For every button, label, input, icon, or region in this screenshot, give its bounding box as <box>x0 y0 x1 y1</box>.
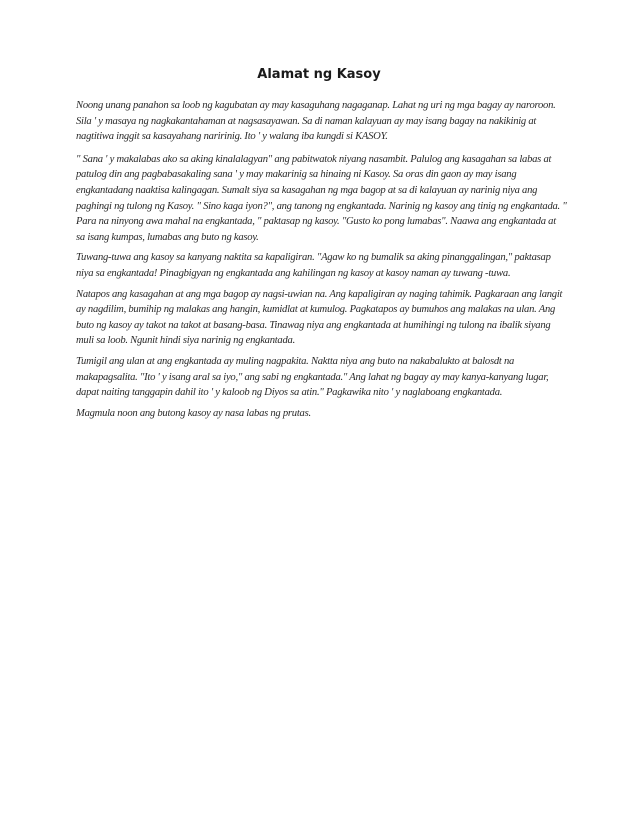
paragraph: Tuwang-tuwa ang kasoy sa kanyang naktita sa kapaligiran. "Agaw ko ng bumalik sa aking pinanggalingan," paktasap niya sa engkantada! Pinagbigyan ng engkantada ang kahilingan ng kasoy at kasoy naman ay tuwang -tuwa. <box>76 252 551 279</box>
paragraph: Tumigil ang ulan at ang engkantada ay muling nagpakita. Naktta niya ang buto na nakabalukto at balosdt na makapagsalita. "Ito ' y isang aral sa iyo," ang sabi ng engkantada." Ang lahat ng bagay ay may kanya-kanyang lugar, dapat naiting tanggapin dahil ito ' y kaloob ng Diyos sa atin." Pagkawika nito ' y naglaboang engkantada. <box>76 355 549 399</box>
paragraph: Natapos ang kasagahan at ang mga bagop ay nagsi-uwian na. Ang kapaligiran ay naging tahimik. Pagkaraan ang langit ay nagdilim, bumihip ng malakas ang hangin, kumidlat at kumulog. Pagkatapos ay bumuhos ang malakas na ulan. Ang buto ng kasoy ay takot na takot at basang-basa. Tinawag niya ang engkantada at humihingi ng tulong na ibalik siyang muli sa loob. Ngunit hindi siya narinig ng engkantada. <box>76 288 563 347</box>
paragraph: Magmula noon ang butong kasoy ay nasa labas ng prutas. <box>76 407 311 419</box>
document-title: Alamat ng Kasoy <box>257 67 381 82</box>
paragraph: " Sana ' y makalabas ako sa aking kinalalagyan" ang pabitwatok niyang nasambit. Palulog ang kasagahan sa labas at patulog din ang pagbabasakaling sana ' y may makarinig sa hinaing ni Kasoy. Sa oras din gaon ay may isang engkantadang naaktisa kalingagan. Sumalt siya sa kasagahan ng mga bagop at sa di kalayuan ay narinig niya ang paghingi ng tulong ng Kasoy. " Sino kaga iyon?", ang tanong ng engkantada. Narinig ng kasoy ang tinig ng engkantada. " Para na ninyong awa mahal na engkantada, " paktasap ng kasoy. "Gusto ko pong lumabas". Naawa ang engkantada at sa isang kumpas, lumabas ang buto ng kasoy. <box>76 153 567 243</box>
document-body <box>76 98 567 426</box>
paragraph: Noong unang panahon sa loob ng kagubatan ay may kasaguhang nagaganap. Lahat ng uri ng mga bagay ay naroroon. Sila ' y masaya ng nagkakantahaman at nagsasayawan. Sa di naman kalayuan ay may isang bagay na nakikinig at nagtitiwa inggit sa kasayahang naririnig. Ito ' y walang iba kungdi si KASOY. <box>76 100 556 143</box>
